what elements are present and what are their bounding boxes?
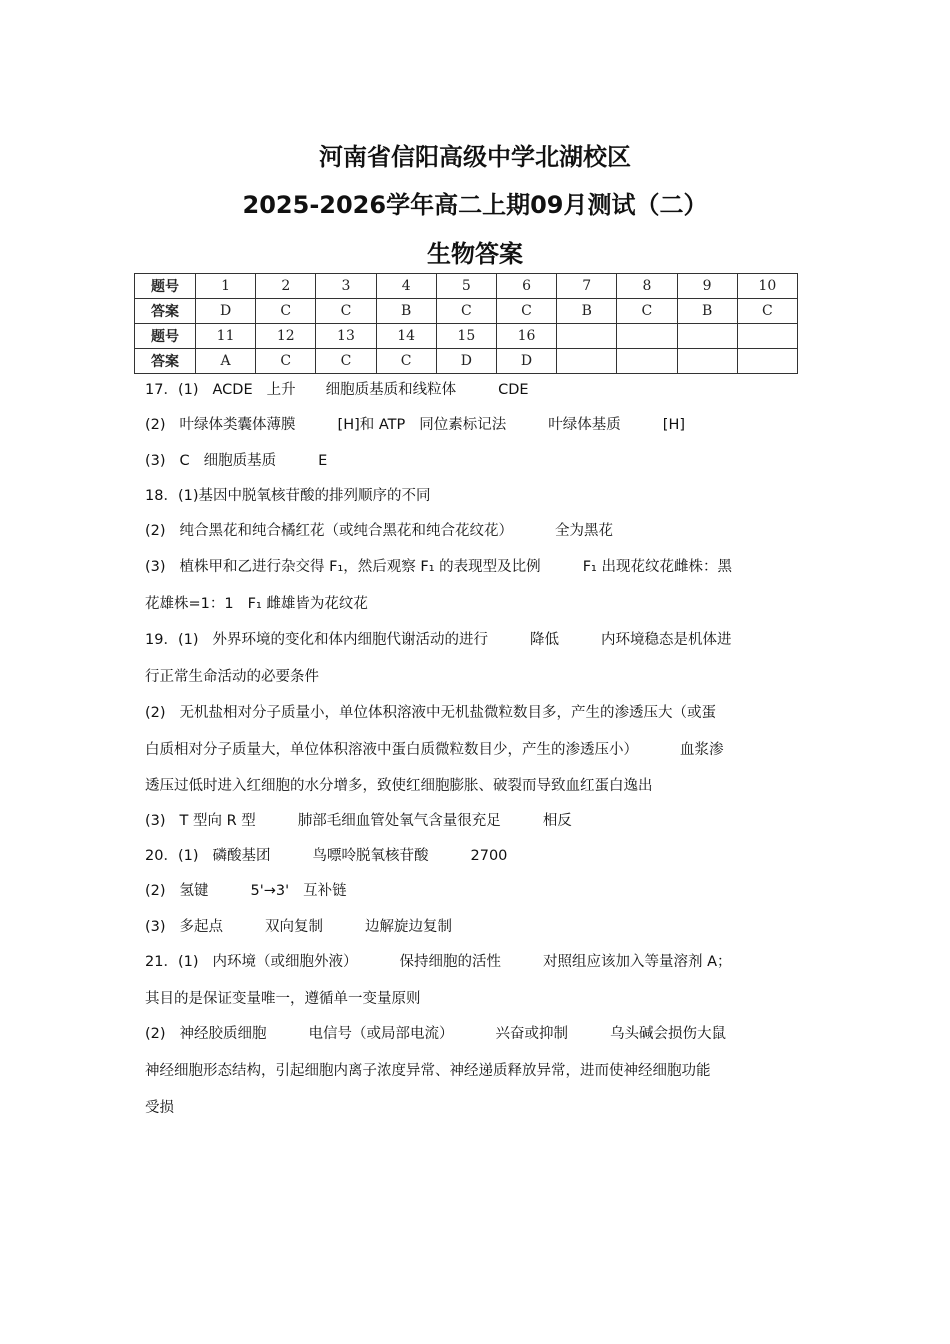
answer-part: 植株甲和乙进行杂交得 F₁，然后观察 F₁ 的表现型及比例	[179, 559, 541, 575]
answer-part: 保持细胞的活性	[399, 954, 501, 970]
q18-line-3	[145, 557, 732, 577]
answer-part: 乌头碱会损伤大鼠	[610, 1026, 727, 1042]
answer-part: (2)	[145, 1026, 166, 1042]
table-cell: 2	[256, 274, 316, 299]
table-cell: B	[677, 299, 737, 324]
answer-part: 叶绿体类囊体薄膜	[179, 417, 296, 433]
answer-part: 多起点	[179, 919, 224, 935]
answer-part: F₁ 出现花纹花雌株：黑	[582, 559, 732, 575]
answer-part: 2700	[470, 848, 508, 864]
table-cell: B	[557, 299, 617, 324]
q21-line-1	[145, 952, 732, 972]
table-cell	[677, 324, 737, 349]
table-cell: 16	[496, 324, 556, 349]
answer-part: (2)	[145, 523, 166, 539]
table-cell: C	[617, 299, 677, 324]
answer-part: 磷酸基团	[212, 848, 271, 864]
title-exam: 2025-2026学年高二上期09月测试（二）	[242, 191, 708, 219]
table-answer-label: 答案	[135, 299, 196, 324]
table-cell: D	[436, 349, 496, 374]
answer-part: 17．(1)	[145, 382, 199, 398]
q17-line-3	[145, 451, 327, 471]
table-cell: D	[196, 299, 256, 324]
table-cell: D	[496, 349, 556, 374]
table-cell: 13	[316, 324, 376, 349]
answer-part: 相反	[542, 813, 572, 829]
table-cell	[737, 349, 797, 374]
table-cell	[617, 324, 677, 349]
answer-part: 同位素标记法	[419, 417, 507, 433]
table-cell	[617, 349, 677, 374]
answer-part: 神经胶质细胞	[179, 1026, 267, 1042]
title-subject: 生物答案	[427, 240, 523, 268]
table-row	[135, 299, 798, 324]
q18-line-1: 18．(1)基因中脱氧核苷酸的排列顺序的不同	[145, 488, 431, 504]
table-cell: 9	[677, 274, 737, 299]
answer-part: 肺部毛细血管处氧气含量很充足	[297, 813, 501, 829]
answer-part: [H]和 ATP	[337, 417, 406, 433]
table-cell: 14	[376, 324, 436, 349]
table-header-label: 题号	[135, 324, 196, 349]
q21-line-5: 受损	[145, 1100, 174, 1116]
answer-part: 降低	[530, 632, 559, 648]
q17-line-2	[145, 415, 685, 435]
answer-part: 21．(1)	[145, 954, 199, 970]
answer-part: 细胞质基质	[203, 453, 277, 469]
answer-part: 全为黑花	[555, 523, 614, 539]
q19-line-4	[145, 740, 724, 760]
q20-line-2	[145, 881, 347, 901]
answer-part: [H]	[662, 417, 685, 433]
q19-line-3	[145, 703, 716, 723]
q19-line-1	[145, 630, 732, 650]
table-cell: 15	[436, 324, 496, 349]
table-cell: 7	[557, 274, 617, 299]
q17-line-1	[145, 380, 529, 400]
table-cell	[677, 349, 737, 374]
answer-part: F₁ 雌雄皆为花纹花	[247, 596, 368, 612]
answer-part: 白质相对分子质量大，单位体积溶液中蛋白质微粒数目少，产生的渗透压小）	[145, 742, 638, 758]
answer-part: (3)	[145, 559, 166, 575]
table-cell: 4	[376, 274, 436, 299]
table-cell: 1	[196, 274, 256, 299]
answer-part: (3)	[145, 813, 166, 829]
answer-part: (2)	[145, 705, 166, 721]
answer-part: ACDE	[212, 382, 253, 398]
table-row	[135, 274, 798, 299]
table-cell: 10	[737, 274, 797, 299]
table-cell: C	[737, 299, 797, 324]
answer-part: T 型向 R 型	[179, 813, 256, 829]
table-cell: B	[376, 299, 436, 324]
table-cell: 3	[316, 274, 376, 299]
answer-part: 无机盐相对分子质量小，单位体积溶液中无机盐微粒数目多，产生的渗透压大（或蛋	[179, 705, 717, 721]
table-cell: A	[196, 349, 256, 374]
table-cell: 5	[436, 274, 496, 299]
table-cell: C	[496, 299, 556, 324]
answer-table	[134, 273, 798, 374]
title-school: 河南省信阳高级中学北湖校区	[319, 143, 631, 171]
table-cell: C	[256, 299, 316, 324]
q18-line-2	[145, 521, 613, 541]
table-cell: 6	[496, 274, 556, 299]
table-cell: C	[316, 349, 376, 374]
q21-line-4: 神经细胞形态结构，引起细胞内离子浓度异常、神经递质释放异常，进而使神经细胞功能	[145, 1063, 711, 1079]
answer-part: 鸟嘌呤脱氧核苷酸	[312, 848, 429, 864]
answer-part: 内环境稳态是机体进	[601, 632, 732, 648]
table-cell	[557, 324, 617, 349]
table-header-label: 题号	[135, 274, 196, 299]
answer-part: 纯合黑花和纯合橘红花（或纯合黑花和纯合花纹花）	[179, 523, 514, 539]
table-cell	[737, 324, 797, 349]
table-cell: C	[316, 299, 376, 324]
answer-part: 20．(1)	[145, 848, 199, 864]
answer-part: 双向复制	[265, 919, 324, 935]
table-row	[135, 324, 798, 349]
q21-line-2: 其目的是保证变量唯一，遵循单一变量原则	[145, 991, 421, 1007]
q19-line-6	[145, 811, 572, 831]
table-cell: C	[376, 349, 436, 374]
table-cell: 8	[617, 274, 677, 299]
answer-part: 氢键	[179, 883, 209, 899]
table-answer-label: 答案	[135, 349, 196, 374]
answer-part: 花雄株=1：1	[145, 596, 234, 612]
answer-part: (2)	[145, 883, 166, 899]
answer-part: 内环境（或细胞外液）	[212, 954, 358, 970]
answer-part: CDE	[498, 382, 529, 398]
answer-part: 上升	[266, 382, 296, 398]
answer-part: 兴奋或抑制	[495, 1026, 569, 1042]
table-cell: 12	[256, 324, 316, 349]
table-cell	[557, 349, 617, 374]
q20-line-1	[145, 846, 507, 866]
answer-part: (2)	[145, 417, 166, 433]
answer-part: 对照组应该加入等量溶剂 A；	[543, 954, 732, 970]
table-row	[135, 349, 798, 374]
table-cell: 11	[196, 324, 256, 349]
answer-part: 电信号（或局部电流）	[308, 1026, 454, 1042]
answer-part: E	[318, 453, 328, 469]
answer-part: 外界环境的变化和体内细胞代谢活动的进行	[212, 632, 488, 648]
answer-part: 5'→3'	[250, 883, 290, 899]
q19-line-5: 透压过低时进入红细胞的水分增多，致使红细胞膨胀、破裂而导致血红蛋白逸出	[145, 778, 653, 794]
q18-line-4	[145, 594, 368, 614]
answer-part: 边解旋边复制	[365, 919, 453, 935]
answer-part: 叶绿体基质	[548, 417, 621, 433]
q20-line-3	[145, 917, 452, 937]
answer-part: (3)	[145, 453, 166, 469]
table-cell: C	[256, 349, 316, 374]
answer-part: 互补链	[303, 883, 347, 899]
answer-part: 细胞质基质和线粒体	[325, 382, 457, 398]
table-cell: C	[436, 299, 496, 324]
q21-line-3	[145, 1024, 726, 1044]
answer-part: 19．(1)	[145, 632, 199, 648]
answer-part: C	[179, 453, 190, 469]
answer-part: (3)	[145, 919, 166, 935]
q19-line-2: 行正常生命活动的必要条件	[145, 669, 319, 685]
answer-part: 血浆渗	[680, 742, 724, 758]
